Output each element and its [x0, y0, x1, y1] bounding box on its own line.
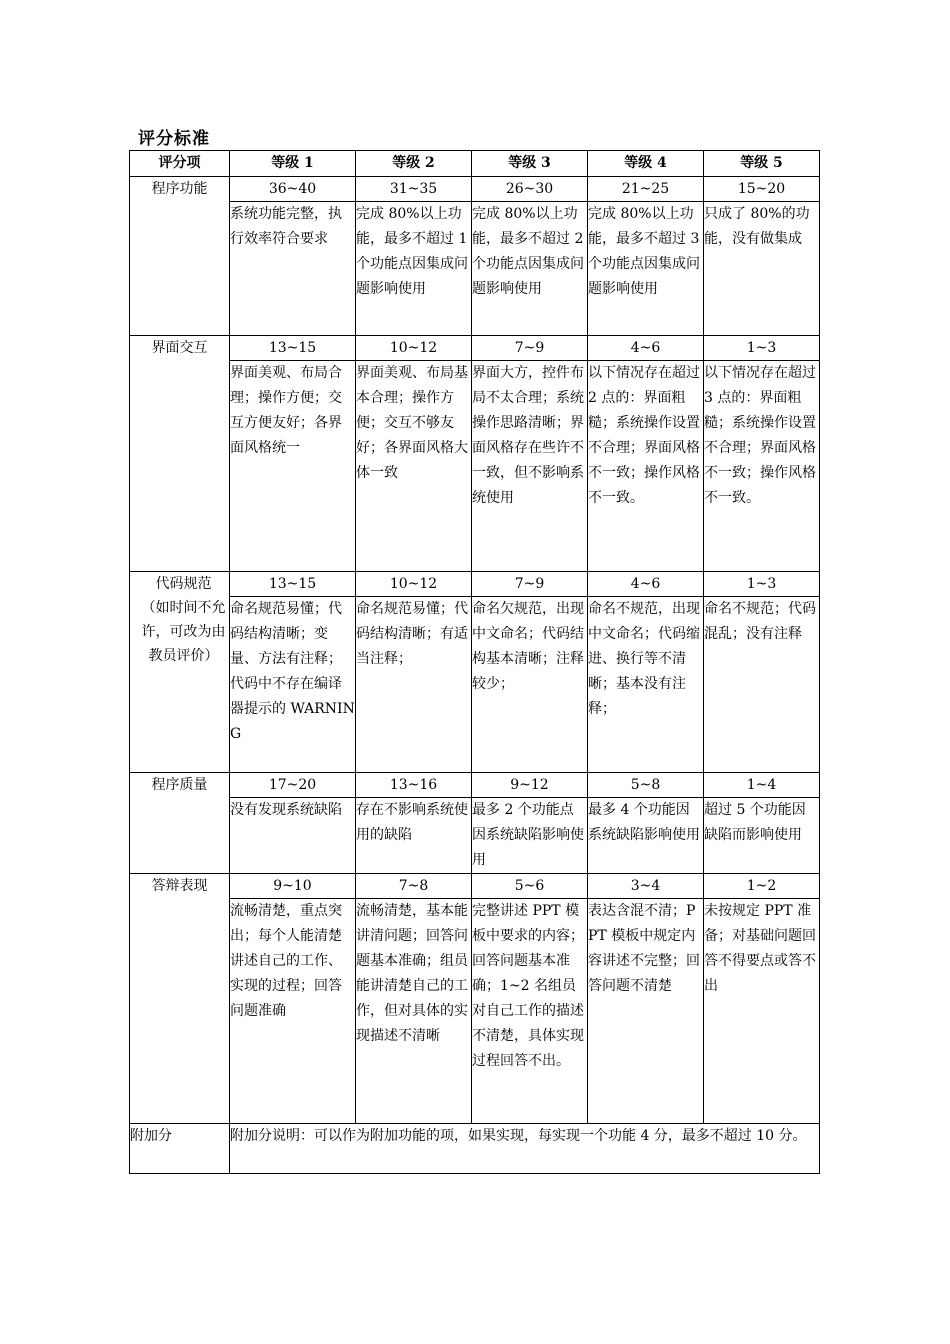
- desc-row-quality: [130, 798, 820, 874]
- range-cell: 21~25: [588, 177, 704, 202]
- category-label: 答辩表现: [151, 878, 208, 894]
- description-cell: 超过 5 个功能因缺陷而影响使用: [704, 798, 820, 874]
- range-cell: 31~35: [356, 177, 472, 202]
- category-label: 程序质量: [151, 777, 208, 793]
- range-cell: 9~12: [472, 773, 588, 798]
- description-cell: 最多 4 个功能因系统缺陷影响使用: [588, 798, 704, 874]
- range-row-quality: [130, 773, 820, 798]
- header-cell-level-5: 等级 5: [704, 151, 820, 177]
- category-cell: [130, 177, 230, 336]
- range-cell: 1~4: [704, 773, 820, 798]
- scoring-table: [129, 150, 820, 1174]
- range-cell: 13~15: [230, 336, 356, 361]
- desc-row-defense: [130, 899, 820, 1124]
- range-cell: 7~9: [472, 572, 588, 597]
- description-cell: 存在不影响系统使用的缺陷: [356, 798, 472, 874]
- bonus-note: 附加分说明：可以作为附加功能的项，如果实现，每实现一个功能 4 分，最多不超过 10 分。: [230, 1124, 820, 1174]
- range-cell: 7~9: [472, 336, 588, 361]
- range-cell: 13~15: [230, 572, 356, 597]
- range-cell: 13~16: [356, 773, 472, 798]
- description-cell: 系统功能完整，执行效率符合要求: [230, 202, 356, 336]
- desc-row-interface: [130, 361, 820, 572]
- category-label: 界面交互: [151, 340, 208, 356]
- description-cell: 界面大方，控件布局不太合理；系统操作思路清晰；界面风格存在些许不一致，但不影响系统使用: [472, 361, 588, 572]
- description-cell: 命名规范易懂；代码结构清晰；变量、方法有注释；代码中不存在编译器提示的 WARNING: [230, 597, 356, 773]
- bonus-row: [130, 1124, 820, 1174]
- category-cell: [130, 874, 230, 1124]
- range-cell: 5~6: [472, 874, 588, 899]
- description-cell: 只成了 80%的功能，没有做集成: [704, 202, 820, 336]
- description-cell: 以下情况存在超过 2 点的：界面粗糙；系统操作设置不合理；界面风格不一致；操作风格不一致。: [588, 361, 704, 572]
- category-cell: [130, 572, 230, 773]
- description-cell: 界面美观、布局合理；操作方便；交互方便友好；各界面风格统一: [230, 361, 356, 572]
- page-title: 评分标准: [138, 129, 210, 149]
- description-cell: 表达含混不清；PPT 模板中规定内容讲述不完整；回答问题不清楚: [588, 899, 704, 1124]
- description-cell: 完整讲述 PPT 模板中要求的内容；回答问题基本准确；1~2 名组员对自己工作的描述不清楚，具体实现过程回答不出。: [472, 899, 588, 1124]
- range-cell: 7~8: [356, 874, 472, 899]
- range-cell: 9~10: [230, 874, 356, 899]
- range-cell: 17~20: [230, 773, 356, 798]
- range-cell: 3~4: [588, 874, 704, 899]
- range-cell: 5~8: [588, 773, 704, 798]
- description-cell: 没有发现系统缺陷: [230, 798, 356, 874]
- range-cell: 4~6: [588, 572, 704, 597]
- description-cell: 最多 2 个功能点因系统缺陷影响使用: [472, 798, 588, 874]
- header-row: [130, 151, 820, 177]
- description-cell: 命名规范易懂；代码结构清晰；有适当注释；: [356, 597, 472, 773]
- header-cell-item: 评分项: [130, 151, 230, 177]
- range-cell: 15~20: [704, 177, 820, 202]
- description-cell: 完成 80%以上功能，最多不超过 2 个功能点因集成问题影响使用: [472, 202, 588, 336]
- desc-row-code: [130, 597, 820, 773]
- description-cell: 命名不规范；代码混乱；没有注释: [704, 597, 820, 773]
- range-row-code: [130, 572, 820, 597]
- range-row-function: [130, 177, 820, 202]
- header-cell-level-4: 等级 4: [588, 151, 704, 177]
- description-cell: 界面美观、布局基本合理；操作方便；交互不够友好；各界面风格大体一致: [356, 361, 472, 572]
- range-cell: 10~12: [356, 336, 472, 361]
- description-cell: 命名欠规范，出现中文命名；代码结构基本清晰；注释较少；: [472, 597, 588, 773]
- category-note: （如时间不允许，可改为由教员评价）: [141, 600, 226, 664]
- description-cell: 完成 80%以上功能，最多不超过 1 个功能点因集成问题影响使用: [356, 202, 472, 336]
- header-cell-level-2: 等级 2: [356, 151, 472, 177]
- header-cell-level-3: 等级 3: [472, 151, 588, 177]
- range-cell: 1~3: [704, 572, 820, 597]
- range-cell: 36~40: [230, 177, 356, 202]
- description-cell: 命名不规范，出现中文命名；代码缩进、换行等不清晰；基本没有注释；: [588, 597, 704, 773]
- desc-row-function: [130, 202, 820, 336]
- description-cell: 完成 80%以上功能，最多不超过 3 个功能点因集成问题影响使用: [588, 202, 704, 336]
- category-cell: [130, 336, 230, 572]
- range-cell: 4~6: [588, 336, 704, 361]
- range-cell: 1~3: [704, 336, 820, 361]
- description-cell: 流畅清楚，重点突出；每个人能清楚讲述自己的工作、实现的过程；回答问题准确: [230, 899, 356, 1124]
- range-row-defense: [130, 874, 820, 899]
- description-cell: 未按规定 PPT 准备；对基础问题回答不得要点或答不出: [704, 899, 820, 1124]
- bonus-category-cell: 附加分: [130, 1124, 230, 1174]
- range-cell: 1~2: [704, 874, 820, 899]
- description-cell: 以下情况存在超过 3 点的：界面粗糙；系统操作设置不合理；界面风格不一致；操作风格不一致。: [704, 361, 820, 572]
- description-cell: 流畅清楚，基本能讲清问题；回答问题基本准确；组员能讲清楚自己的工作，但对具体的实现描述不清晰: [356, 899, 472, 1124]
- range-row-interface: [130, 336, 820, 361]
- category-cell: [130, 773, 230, 874]
- category-label: 程序功能: [151, 181, 208, 197]
- range-cell: 10~12: [356, 572, 472, 597]
- header-cell-level-1: 等级 1: [230, 151, 356, 177]
- category-label: 代码规范: [155, 576, 212, 592]
- range-cell: 26~30: [472, 177, 588, 202]
